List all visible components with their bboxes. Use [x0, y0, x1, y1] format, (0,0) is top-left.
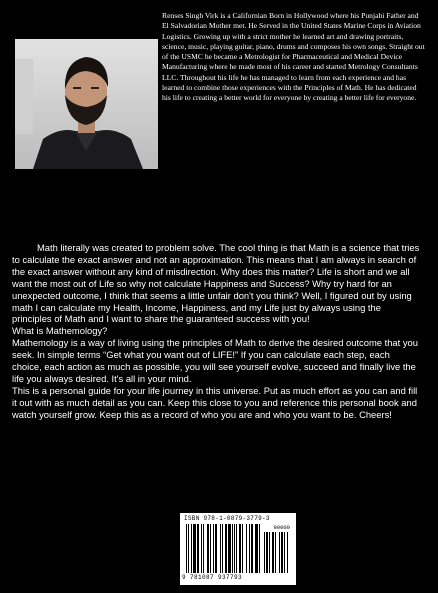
description-paragraph: Mathemology is a way of living using the principles of Math to derive the desired outcome that you seek. In simple terms “Get what you want out of LIFE!” If you can calculate each step, each choice, each action as much as possible, you will see yourself evolve, succeed and finally live the life you always desired. It's all in your mind. [12, 337, 418, 384]
barcode-bar [281, 532, 283, 573]
isbn-barcode [180, 513, 296, 585]
barcode-bar [246, 524, 247, 573]
barcode-bar [197, 524, 199, 573]
ean-barcode-bars [186, 524, 260, 573]
barcode-bar [215, 524, 217, 573]
barcode-bar [275, 532, 276, 573]
price-code: 90000 [273, 524, 290, 531]
barcode-bar [186, 524, 187, 573]
barcode-bar [222, 524, 223, 573]
barcode-bar [242, 524, 243, 573]
barcode-bar [207, 524, 209, 573]
barcode-bar [213, 524, 214, 573]
barcode-bar [220, 524, 221, 573]
description-paragraph: This is a personal guide for your life journey in this universe. Put as much effort as you can and fill it out with as much detail as you can. Keep this close to you and reference this personal book and watch yourself grow. Keep this as a record of who you are and who you want to be. Cheers! [12, 384, 418, 420]
barcode-bar [201, 524, 202, 573]
barcode-bar [266, 532, 268, 573]
description-body [12, 242, 422, 421]
description-heading: What is Mathemology? [12, 325, 108, 337]
barcode-bar [193, 524, 196, 573]
barcode-bar [203, 524, 204, 573]
barcode-bar [236, 524, 237, 573]
barcode-bar [272, 532, 274, 573]
barcode-bar [249, 524, 250, 573]
barcode-bar [264, 532, 265, 573]
barcode-bar [251, 524, 253, 573]
barcode-bar [188, 524, 189, 573]
barcode-bar [191, 524, 192, 573]
author-photo [15, 39, 158, 169]
barcode-bar [225, 524, 227, 573]
barcode-bar [255, 524, 258, 573]
barcode-bar [259, 524, 260, 573]
barcode-bar [228, 524, 231, 573]
author-portrait-image [15, 39, 158, 169]
barcode-bar [234, 524, 235, 573]
isbn-label: ISBN 978-1-0879-3779-3 [184, 515, 270, 522]
author-bio: Renses Singh Virk is a Californian Born in Hollywood where his Punjabi Father and El Salvadorian Mother met. He Served in the United States Marine Corps in Aviation Logistics. Growing up with a strict mother he learned art and drawing portraits, science, music, playing guitar, piano, drums and composes his own songs. Straight out of the USMC he became a Metrologist for Pharmaceutical and Medical Device Manufacturing where he made most of his career and started Metrology Consultants LLC. Throughout his life he has managed to learn from each experience and has learned to combine those experiences with the Principles of Math. He has dedicated his life to creating a better world for everyone by creating a better life for everyone. [162, 11, 425, 103]
description-paragraph: Math literally was created to problem solve. The cool thing is that Math is a science that tries to calculate the exact answer and not an approximation. This means that I am always in search of the exact answer without any kind of misdirection. Why does this matter? Life is short and we all want the most out of Life so why not calculate Happiness and Success? Why try hard for an unexpected outcome, I think that seems a little unfair don't you think? Well, I figured out by using math I can calculate my Health, Income, Happiness, and my Life just by always using the principles of Math and I want to share the guaranteed success with you! [12, 242, 420, 325]
barcode-bar [239, 524, 241, 573]
barcode-bar [284, 532, 285, 573]
addon-barcode-bars [264, 532, 290, 573]
barcode-bar [232, 524, 233, 573]
ean-digits: 9 781087 937793 [182, 574, 243, 581]
barcode-bar [210, 524, 211, 573]
barcode-bar [269, 532, 270, 573]
barcode-bar [287, 532, 288, 573]
barcode-bar [279, 532, 280, 573]
